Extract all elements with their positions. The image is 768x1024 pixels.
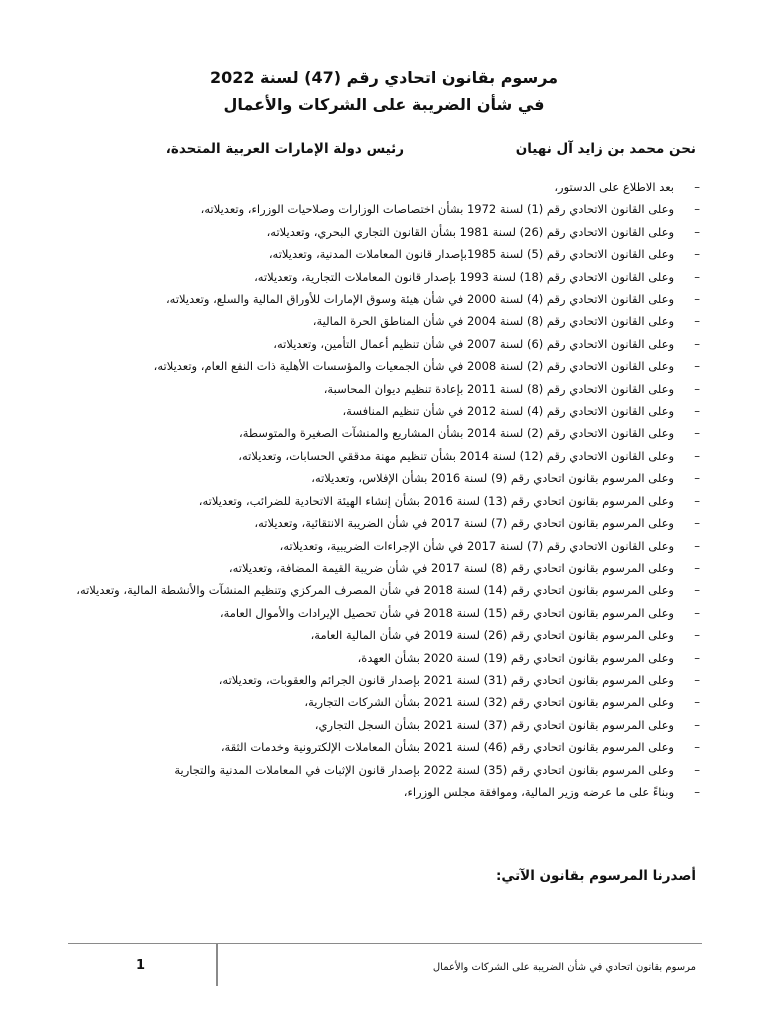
issuer-name: نحن محمد بن زايد آل نهيان (515, 141, 696, 157)
preamble-item: – وعلى المرسوم بقانون اتحادي رقم (13) لسنة 2016 بشأن إنشاء الهيئة الاتحادية للضرائب، وتعديلاته، (68, 490, 702, 512)
preamble-item: – وعلى القانون الاتحادي رقم (4) لسنة 2000 في شأن هيئة وسوق الإمارات للأوراق المالية والسلع، وتعديلاته، (68, 288, 702, 310)
preamble-item: – وعلى القانون الاتحادي رقم (18) لسنة 1993 بإصدار قانون المعاملات التجارية، وتعديلاته، (68, 266, 702, 288)
preamble-item: – بعد الاطلاع على الدستور، (68, 176, 702, 198)
preamble-item: – وبناءً على ما عرضه وزير المالية، وموافقة مجلس الوزراء، (68, 781, 702, 803)
preamble-item: – وعلى القانون الاتحادي رقم (8) لسنة 2004 في شأن المناطق الحرة المالية، (68, 310, 702, 332)
preamble-item: – وعلى المرسوم بقانون اتحادي رقم (9) لسنة 2016 بشأن الإفلاس، وتعديلاته، (68, 467, 702, 489)
preamble-item: – وعلى المرسوم بقانون اتحادي رقم (46) لسنة 2021 بشأن المعاملات الإلكترونية وخدمات الثقة، (68, 736, 702, 758)
preamble-item: – وعلى القانون الاتحادي رقم (4) لسنة 2012 في شأن تنظيم المنافسة، (68, 400, 702, 422)
preamble-item: – وعلى المرسوم بقانون اتحادي رقم (7) لسنة 2017 في شأن الضريبة الانتقائية، وتعديلاته، (68, 512, 702, 534)
footer-divider (216, 944, 218, 986)
footer-rule (68, 943, 702, 944)
preamble-item: – وعلى المرسوم بقانون اتحادي رقم (26) لسنة 2019 في شأن المالية العامة، (68, 624, 702, 646)
preamble-item: – وعلى القانون الاتحادي رقم (5) لسنة 1985بإصدار قانون المعاملات المدنية، وتعديلاته، (68, 243, 702, 265)
footer-running-title: مرسوم بقانون اتحادي في شأن الضريبة على الشركات والأعمال (432, 962, 696, 973)
decree-subtitle: في شأن الضريبة على الشركات والأعمال (223, 95, 545, 114)
preamble-item: – وعلى المرسوم بقانون اتحادي رقم (31) لسنة 2021 بإصدار قانون الجرائم والعقوبات، وتعديلاته، (68, 669, 702, 691)
preamble-item: – وعلى المرسوم بقانون اتحادي رقم (37) لسنة 2021 بشأن السجل التجاري، (68, 714, 702, 736)
preamble-item: – وعلى القانون الاتحادي رقم (2) لسنة 2008 في شأن الجمعيات والمؤسسات الأهلية ذات النفع العام، وتعديلاته، (68, 355, 702, 377)
preamble-item: – وعلى القانون الاتحادي رقم (8) لسنة 2011 بإعادة تنظيم ديوان المحاسبة، (68, 378, 702, 400)
preamble-item: – وعلى المرسوم بقانون اتحادي رقم (14) لسنة 2018 في شأن المصرف المركزي وتنظيم المنشآت والأنشطة المالية، وتعديلاته، (68, 579, 702, 601)
preamble-item: – وعلى القانون الاتحادي رقم (26) لسنة 1981 بشأن القانون التجاري البحري، وتعديلاته، (68, 221, 702, 243)
preamble-item: – وعلى المرسوم بقانون اتحادي رقم (8) لسنة 2017 في شأن ضريبة القيمة المضافة، وتعديلاته، (68, 557, 702, 579)
issuer-title: رئيس دولة الإمارات العربية المتحدة، (165, 141, 404, 157)
decree-statement: أصدرنا المرسوم بقانون الآتي: (496, 868, 696, 884)
preamble-item: – وعلى القانون الاتحادي رقم (2) لسنة 2014 بشأن المشاريع والمنشآت الصغيرة والمتوسطة، (68, 422, 702, 444)
preamble-item: – وعلى القانون الاتحادي رقم (6) لسنة 2007 في شأن تنظيم أعمال التأمين، وتعديلاته، (68, 333, 702, 355)
preamble-list (68, 176, 702, 803)
page-number: 1 (136, 958, 146, 973)
preamble-item: – وعلى القانون الاتحادي رقم (1) لسنة 1972 بشأن اختصاصات الوزارات وصلاحيات الوزراء، وتعديلاته، (68, 198, 702, 220)
preamble-item: – وعلى القانون الاتحادي رقم (7) لسنة 2017 في شأن الإجراءات الضريبية، وتعديلاته، (68, 535, 702, 557)
preamble-item: – وعلى المرسوم بقانون اتحادي رقم (32) لسنة 2021 بشأن الشركات التجارية، (68, 691, 702, 713)
preamble-item: – وعلى المرسوم بقانون اتحادي رقم (35) لسنة 2022 بإصدار قانون الإثبات في المعاملات المدنية والتجارية (68, 759, 702, 781)
preamble-item: – وعلى المرسوم بقانون اتحادي رقم (19) لسنة 2020 بشأن العهدة، (68, 647, 702, 669)
preamble-item: – وعلى القانون الاتحادي رقم (12) لسنة 2014 بشأن تنظيم مهنة مدققي الحسابات، وتعديلاته، (68, 445, 702, 467)
preamble-item: – وعلى المرسوم بقانون اتحادي رقم (15) لسنة 2018 في شأن تحصيل الإيرادات والأموال العامة، (68, 602, 702, 624)
decree-title: مرسوم بقانون اتحادي رقم (47) لسنة 2022 (209, 68, 559, 87)
